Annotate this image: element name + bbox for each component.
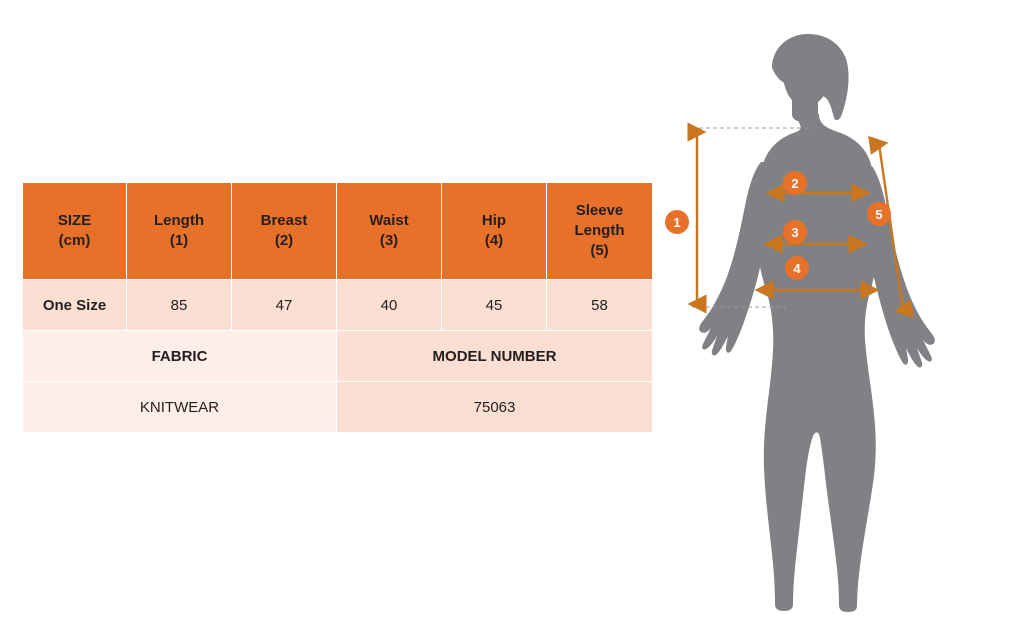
table-subvalue-row <box>23 382 653 433</box>
cell-length-value: 85 <box>127 280 232 331</box>
cell-waist-value: 40 <box>337 280 442 331</box>
header-cell-waist <box>337 183 442 280</box>
header-cell-size <box>23 183 127 280</box>
cell-breast-value: 47 <box>232 280 337 331</box>
table-subheader-row <box>23 331 653 382</box>
badge-length-label: 1 <box>673 215 681 230</box>
cell-model-number-label: MODEL NUMBER <box>337 331 653 382</box>
badge-waist <box>783 220 807 244</box>
badge-waist-label: 3 <box>791 225 799 240</box>
cell-fabric-label: FABRIC <box>23 331 337 382</box>
table-header-row <box>23 183 653 280</box>
cell-sleeve-length-value: 58 <box>547 280 653 331</box>
header-hip-line1: Hip <box>481 211 507 229</box>
badge-hip <box>785 256 809 280</box>
header-hip-line2: (4) <box>484 232 504 249</box>
table-row <box>23 280 653 331</box>
header-waist-line1: Waist <box>369 211 409 229</box>
cell-hip-value: 45 <box>442 280 547 331</box>
cell-model-number-value: 75063 <box>337 382 653 433</box>
badge-breast <box>783 171 807 195</box>
header-cell-hip <box>442 183 547 280</box>
header-sleeve-line3: (5) <box>590 242 609 260</box>
header-sleeve-line2: Length <box>574 221 625 239</box>
header-sleeve-line1: Sleeve <box>575 201 624 219</box>
badge-sleeve-label: 5 <box>875 207 883 222</box>
cell-size-value: One Size <box>23 280 127 331</box>
header-cell-sleeve-length <box>547 183 653 280</box>
size-chart-table <box>22 182 653 433</box>
badge-breast-label: 2 <box>791 176 799 191</box>
header-length-line1: Length <box>154 211 204 229</box>
header-size-line1: SIZE <box>57 211 92 229</box>
header-length-line2: (1) <box>169 232 189 249</box>
badge-length <box>665 210 689 234</box>
measurement-figure <box>660 10 1020 635</box>
header-waist-line2: (3) <box>379 232 399 249</box>
cell-fabric-value: KNITWEAR <box>23 382 337 433</box>
header-cell-length <box>127 183 232 280</box>
badge-sleeve <box>867 202 891 226</box>
header-cell-breast <box>232 183 337 280</box>
header-size-line2: (cm) <box>58 232 91 249</box>
header-breast-line1: Breast <box>260 211 308 229</box>
badge-hip-label: 4 <box>793 261 801 276</box>
female-silhouette-icon <box>699 34 935 612</box>
header-breast-line2: (2) <box>274 232 294 249</box>
